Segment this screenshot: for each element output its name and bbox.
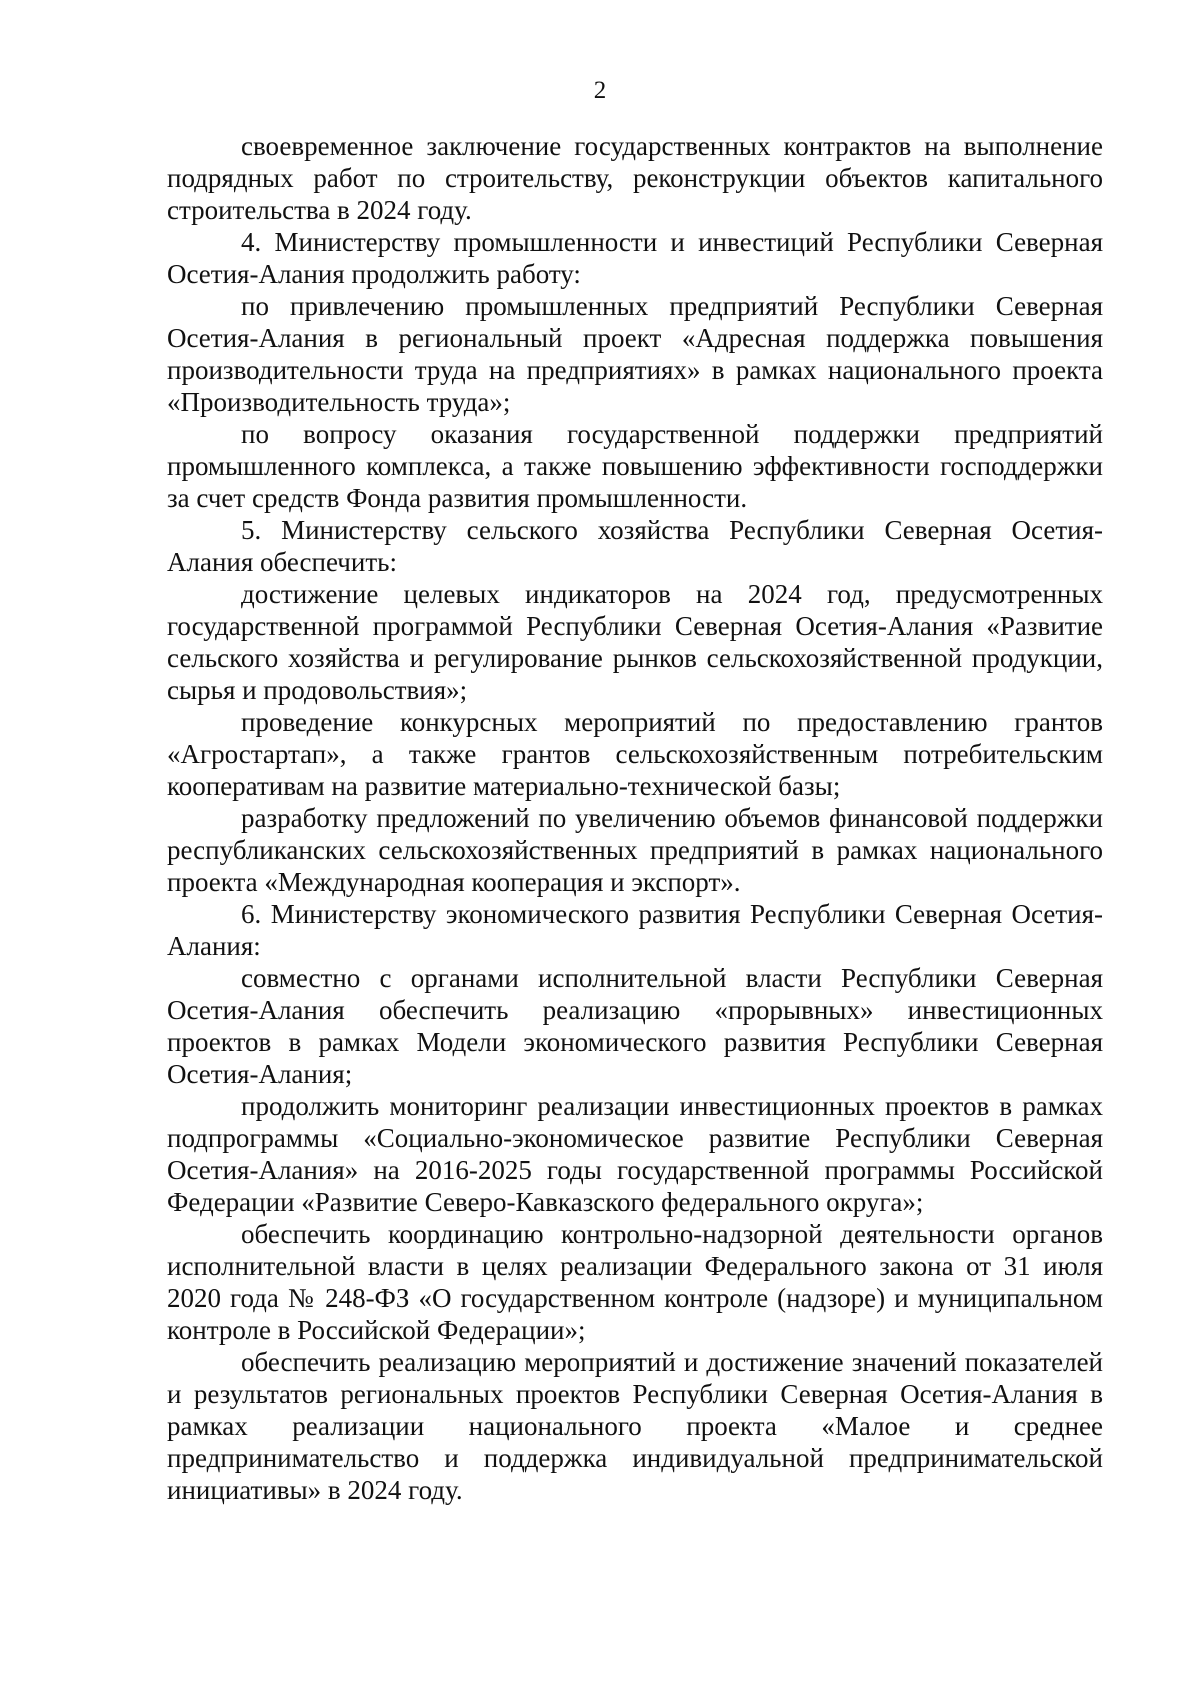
- paragraph-industry-state-support: по вопросу оказания государственной поддержки предприятий промышленного комплекса, а также повышению эффективности господдержки за счет средств Фонда развития промышленности.: [167, 419, 1103, 513]
- paragraph-item-6-ministry-economy: 6. Министерству экономического развития Республики Северная Осетия-Алания:: [167, 899, 1103, 961]
- paragraph-industry-productivity-project: по привлечению промышленных предприятий Республики Северная Осетия-Алания в региональный проект «Адресная поддержка повышения производительности труда на предприятиях» в рамках национального проекта «Производительность труда»;: [167, 291, 1103, 417]
- paragraph-agriculture-grants: проведение конкурсных мероприятий по предоставлению грантов «Агростартап», а также грантов сельскохозяйственным потребительским кооперативам на развитие материально-технической базы;: [167, 707, 1103, 801]
- paragraph-agriculture-financial-support: разработку предложений по увеличению объемов финансовой поддержки республиканских сельскохозяйственных предприятий в рамках национального проекта «Международная кооперация и экспорт».: [167, 803, 1103, 897]
- paragraph-economy-small-business: обеспечить реализацию мероприятий и достижение значений показателей и результатов региональных проектов Республики Северная Осетия-Алания в рамках реализации национального проекта «Малое и среднее предпринимательство и поддержка индивидуальной предпринимательской инициативы» в 2024 году.: [167, 1347, 1103, 1505]
- page-number: 2: [593, 77, 607, 104]
- paragraph-item-5-ministry-agriculture: 5. Министерству сельского хозяйства Республики Северная Осетия-Алания обеспечить:: [167, 515, 1103, 577]
- paragraph-item-4-ministry-industry: 4. Министерству промышленности и инвестиций Республики Северная Осетия-Алания продолжить работу:: [167, 227, 1103, 289]
- paragraph-economy-breakthrough-projects: совместно с органами исполнительной власти Республики Северная Осетия-Алания обеспечить реализацию «прорывных» инвестиционных проектов в рамках Модели экономического развития Республики Северная Осетия-Алания;: [167, 963, 1103, 1089]
- document-body: [167, 130, 1103, 1506]
- paragraph-economy-monitoring: продолжить мониторинг реализации инвестиционных проектов в рамках подпрограммы «Социально-экономическое развитие Республики Северная Осетия-Алания» на 2016-2025 годы государственной программы Российской Федерации «Развитие Северо-Кавказского федерального округа»;: [167, 1091, 1103, 1217]
- paragraph-agriculture-target-indicators: достижение целевых индикаторов на 2024 год, предусмотренных государственной программой Республики Северная Осетия-Алания «Развитие сельского хозяйства и регулирование рынков сельскохозяйственной продукции, сырья и продовольствия»;: [167, 579, 1103, 705]
- paragraph-economy-control-coordination: обеспечить координацию контрольно-надзорной деятельности органов исполнительной власти в целях реализации Федерального закона от 31 июля 2020 года № 248-ФЗ «О государственном контроле (надзоре) и муниципальном контроле в Российской Федерации»;: [167, 1219, 1103, 1345]
- paragraph-contracts-continuation: своевременное заключение государственных контрактов на выполнение подрядных работ по строительству, реконструкции объектов капитального строительства в 2024 году.: [167, 131, 1103, 225]
